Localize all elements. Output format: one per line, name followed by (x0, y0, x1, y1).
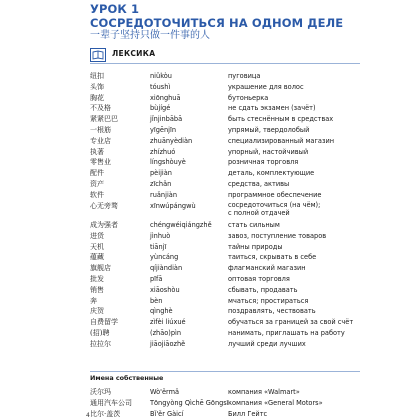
pinyin: jiāojiāozhě (150, 339, 186, 348)
translation-line: Билл Гейтс (228, 409, 268, 418)
translation-line: нанимать, приглашать на работу (228, 329, 345, 338)
russian-translation (228, 147, 308, 158)
russian-translation (228, 190, 321, 201)
chinese-word: 成为强者 (90, 221, 118, 230)
lesson-subtitle-chinese: 一辈子坚持只做一件事的人 (90, 30, 210, 41)
pinyin: niǔkòu (150, 72, 172, 80)
vocab-entry (90, 328, 360, 339)
russian-translation (228, 328, 345, 339)
chinese-word: 拉拉尔 (90, 339, 111, 348)
translation-line: стать сильным (228, 221, 280, 230)
chinese-word: 紧紧巴巴 (90, 115, 118, 124)
chinese-word: 执著 (90, 147, 104, 156)
pinyin: xīnwúpángwù (150, 201, 196, 210)
vocab-entry (90, 220, 360, 231)
pinyin: chéngwéiqiángzhě (150, 221, 212, 230)
russian-translation (228, 263, 306, 274)
vocab-entry (90, 306, 360, 317)
vocab-entry (90, 103, 360, 114)
russian-translation (228, 398, 323, 409)
translation-line: оптовая торговля (228, 275, 290, 284)
pinyin: pīfā (150, 275, 163, 284)
vocab-entry (90, 231, 360, 242)
pinyin: xiōnghuā (150, 93, 181, 102)
russian-translation (228, 168, 314, 179)
vocab-entry (90, 274, 360, 285)
russian-translation (228, 114, 333, 125)
translation-line: быть стеснённым в средствах (228, 115, 334, 124)
translation-line: пуговица (228, 72, 261, 80)
proper-names-list (90, 387, 360, 419)
chinese-word: 天机 (90, 242, 104, 251)
vocab-entry (90, 114, 360, 125)
russian-translation (228, 82, 304, 93)
vocab-entry (90, 71, 360, 82)
vocab-entry (90, 387, 360, 398)
chinese-word: 庆贺 (90, 307, 104, 316)
russian-translation (228, 71, 260, 82)
lexicon-label: ЛЕКСИКА (112, 49, 156, 58)
russian-translation (228, 93, 268, 104)
translation-line: не сдать экзамен (зачёт) (228, 104, 316, 113)
lesson-header (90, 2, 410, 42)
chinese-word: 旗舰店 (90, 264, 111, 273)
translation-line: завоз, поступление товаров (228, 231, 327, 240)
pinyin: jǐnjinbābā (150, 115, 183, 124)
russian-translation (228, 285, 298, 296)
pinyin: zhízhuó (150, 147, 176, 156)
russian-translation (228, 179, 289, 190)
chinese-word: 一根筋 (90, 125, 111, 134)
chinese-word: 比尔·盖茨 (90, 409, 121, 418)
translation-line: флагманский магазин (228, 264, 306, 273)
translation-line: программное обеспечение (228, 190, 322, 199)
pinyin: zhuānyèdiàn (150, 136, 193, 145)
vocab-entry (90, 242, 360, 253)
chinese-word: 软件 (90, 190, 104, 199)
pinyin: yùncáng (150, 253, 179, 262)
pinyin: zìfèi liúxué (150, 318, 186, 327)
vocab-entry (90, 339, 360, 350)
translation-line: розничная торговля (228, 158, 299, 167)
chinese-word: 纽扣 (90, 72, 104, 80)
vocab-entry (90, 125, 360, 136)
translation-line: упорный, настойчивый (228, 147, 309, 156)
chinese-word: 配件 (90, 169, 104, 178)
vocab-entry (90, 285, 360, 296)
vocabulary-list (90, 71, 360, 350)
chinese-word: 批发 (90, 275, 104, 284)
vocab-entry (90, 157, 360, 168)
russian-translation (228, 296, 308, 307)
pinyin: língshòuyè (150, 158, 186, 167)
pinyin: zīchǎn (150, 179, 172, 188)
pinyin: tiānjī (150, 242, 167, 251)
translation-line: бутоньерка (228, 93, 269, 102)
chinese-word: 奔 (90, 296, 97, 305)
russian-translation (228, 252, 316, 263)
translation-line: компания «General Motors» (228, 398, 323, 407)
chinese-word: 销售 (90, 285, 104, 294)
vocab-entry (90, 398, 360, 409)
translation-line: с полной отдачей (228, 209, 290, 218)
chinese-word: 沃尔玛 (90, 388, 111, 396)
vocab-entry (90, 252, 360, 263)
pinyin: Wò'ěrmǎ (150, 388, 180, 396)
russian-translation (228, 103, 316, 114)
translation-line: мчаться; простираться (228, 296, 309, 305)
translation-line: упрямый, твердолобый (228, 125, 310, 134)
pinyin: bèn (150, 296, 163, 305)
russian-translation (228, 136, 334, 147)
vocab-entry (90, 190, 360, 201)
pinyin: jìnhuò (150, 231, 171, 240)
pinyin: ruǎnjiàn (150, 190, 177, 199)
translation-line: обучаться за границей за свой счёт (228, 318, 354, 327)
chinese-word: 心无旁骛 (90, 201, 118, 210)
pinyin: (zhāo)pìn (150, 329, 182, 338)
translation-line: тайны природы (228, 242, 283, 251)
pinyin: yīgēnjīn (150, 125, 176, 134)
vocab-entry (90, 136, 360, 147)
chinese-word: 胸花 (90, 93, 104, 102)
vocab-entry (90, 82, 360, 93)
chinese-word: 自费留学 (90, 318, 118, 327)
russian-translation (228, 317, 353, 328)
translation-line: сосредоточиться (на чём); (228, 200, 321, 209)
vocab-entry (90, 168, 360, 179)
chinese-word: 资产 (90, 179, 104, 188)
russian-translation (228, 339, 306, 350)
vocab-entry (90, 93, 360, 104)
pinyin: xiāoshòu (150, 285, 180, 294)
lexicon-section-header (90, 47, 360, 64)
chinese-word: 头饰 (90, 82, 104, 91)
vocab-entry (90, 147, 360, 158)
chinese-word: 专业店 (90, 136, 111, 145)
russian-translation (228, 306, 316, 317)
chinese-word: (招)聘 (90, 329, 110, 338)
chinese-word: 不及格 (90, 104, 111, 113)
book-icon (90, 48, 106, 62)
vocab-entry (90, 263, 360, 274)
vocab-entry (90, 409, 360, 420)
lesson-number: УРОК 1 (90, 2, 140, 16)
chinese-word: 零售业 (90, 158, 111, 167)
pinyin: bùjígé (150, 104, 171, 113)
translation-line: украшение для волос (228, 82, 304, 91)
translation-line: лучший среди лучших (228, 339, 306, 348)
pinyin: pèijiàn (150, 169, 172, 178)
russian-translation (228, 274, 290, 285)
page-number: 4 (86, 412, 90, 419)
russian-translation (228, 231, 326, 242)
lesson-title: СОСРЕДОТОЧИТЬСЯ НА ОДНОМ ДЕЛЕ (90, 16, 344, 30)
translation-line: компания «Walmart» (228, 388, 300, 396)
vocab-entry (90, 201, 360, 221)
vocab-entry (90, 317, 360, 328)
pinyin: Bǐ'ěr Gàicí (150, 409, 184, 418)
translation-line: таиться, скрывать в себе (228, 253, 317, 262)
chinese-word: 通用汽车公司 (90, 398, 132, 407)
translation-line: средства, активы (228, 179, 290, 188)
russian-translation (228, 220, 280, 231)
vocab-entry (90, 179, 360, 190)
translation-line: сбывать, продавать (228, 285, 298, 294)
pinyin: qìnghè (150, 307, 173, 316)
pinyin: Tōngyòng Qìchē Gōngsī (150, 398, 229, 407)
russian-translation (228, 387, 300, 398)
pinyin: qíjiàndiàn (150, 264, 183, 273)
russian-translation (228, 125, 309, 136)
pinyin: tóushì (150, 82, 171, 91)
vocab-entry (90, 296, 360, 307)
chinese-word: 蕴藏 (90, 253, 104, 262)
russian-translation (228, 201, 320, 218)
chinese-word: 进货 (90, 231, 104, 240)
translation-line: деталь, комплектующие (228, 169, 315, 178)
translation-line: специализированный магазин (228, 136, 335, 145)
translation-line: поздравлять, чествовать (228, 307, 316, 316)
russian-translation (228, 242, 283, 253)
proper-names-title: Имена собственные (90, 374, 164, 382)
russian-translation (228, 157, 298, 168)
section-divider (90, 371, 360, 372)
russian-translation (228, 409, 267, 420)
